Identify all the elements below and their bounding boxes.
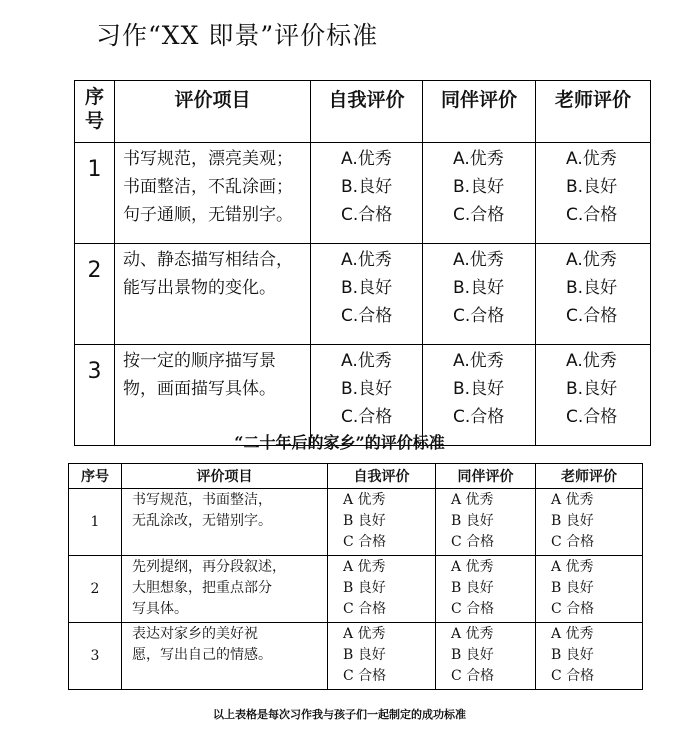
- item-line: 句子通顺，无错别字。: [123, 205, 293, 225]
- header-peer: 同伴评价: [436, 464, 536, 489]
- grade-option: B 良好: [343, 580, 386, 596]
- grade-option: C 合格: [551, 668, 595, 684]
- grade-option: C.合格: [453, 306, 505, 326]
- grade-options-teacher: [536, 489, 643, 556]
- table-header-row: [69, 464, 643, 489]
- grade-option: A 优秀: [551, 626, 594, 642]
- row-number: 2: [75, 244, 115, 345]
- item-line: 写具体。: [132, 601, 188, 617]
- grade-option: C 合格: [343, 668, 387, 684]
- grade-option: A.优秀: [566, 351, 617, 371]
- grade-option: B 良好: [451, 647, 494, 663]
- grade-option: A 优秀: [343, 559, 386, 575]
- grade-options-self: [311, 143, 423, 244]
- item-line: 能写出景物的变化。: [123, 278, 276, 298]
- grade-option: B 良好: [343, 513, 386, 529]
- grade-option: B.良好: [566, 177, 618, 197]
- grade-options-self: [328, 623, 436, 690]
- table-row: [75, 244, 651, 345]
- grade-option: A.优秀: [566, 149, 617, 169]
- grade-option: B 良好: [343, 647, 386, 663]
- grade-option: A 优秀: [551, 492, 594, 508]
- item-line: 大胆想象，把重点部分: [132, 580, 272, 596]
- evaluation-table-hometown: [68, 463, 643, 690]
- grade-option: C.合格: [566, 407, 618, 427]
- grade-option: C 合格: [551, 601, 595, 617]
- table-row: [69, 623, 643, 690]
- grade-options-teacher: [536, 556, 643, 623]
- grade-option: B 良好: [451, 513, 494, 529]
- grade-options-peer: [423, 143, 536, 244]
- grade-option: A.优秀: [341, 351, 392, 371]
- grade-option: C 合格: [451, 534, 495, 550]
- row-number: 2: [69, 556, 122, 623]
- row-number: 1: [69, 489, 122, 556]
- item-line: 物，画面描写具体。: [123, 379, 276, 399]
- grade-option: B 良好: [451, 580, 494, 596]
- grade-option: B.良好: [453, 177, 505, 197]
- grade-option: A 优秀: [451, 492, 494, 508]
- grade-options-teacher: [536, 623, 643, 690]
- grade-option: B.良好: [341, 278, 393, 298]
- grade-option: B.良好: [566, 278, 618, 298]
- header-self: 自我评价: [328, 464, 436, 489]
- item-line: 先列提纲，再分段叙述，: [132, 559, 286, 575]
- grade-option: B.良好: [566, 379, 618, 399]
- header-item: 评价项目: [122, 464, 328, 489]
- row-number: 3: [69, 623, 122, 690]
- grade-options-peer: [436, 489, 536, 556]
- grade-option: A 优秀: [451, 559, 494, 575]
- page-title: 习作“XX 即景”评价标准: [96, 21, 379, 50]
- evaluation-table-scenery: [74, 80, 651, 446]
- grade-option: A 优秀: [451, 626, 494, 642]
- header-peer: 同伴评价: [423, 81, 536, 143]
- header-teacher: 老师评价: [536, 464, 643, 489]
- header-serial: 序 号: [75, 81, 115, 143]
- item-line: 表达对家乡的美好祝: [132, 626, 258, 642]
- grade-option: C.合格: [341, 205, 393, 225]
- grade-options-peer: [436, 556, 536, 623]
- grade-options-peer: [436, 623, 536, 690]
- grade-option: C.合格: [341, 407, 393, 427]
- header-self: 自我评价: [311, 81, 423, 143]
- table-row: [69, 556, 643, 623]
- header-item: 评价项目: [115, 81, 311, 143]
- grade-option: A.优秀: [453, 250, 504, 270]
- grade-option: A.优秀: [566, 250, 617, 270]
- grade-option: A 优秀: [551, 559, 594, 575]
- row-number: 3: [75, 345, 115, 446]
- header-serial: 序号: [69, 464, 122, 489]
- evaluation-item: [122, 556, 328, 623]
- grade-options-peer: [423, 244, 536, 345]
- grade-option: B 良好: [551, 580, 594, 596]
- item-line: 无乱涂改，无错别字。: [132, 513, 272, 529]
- item-line: 书写规范，书面整洁，: [132, 492, 272, 508]
- grade-option: C 合格: [551, 534, 595, 550]
- grade-option: B.良好: [453, 278, 505, 298]
- grade-option: C.合格: [566, 306, 618, 326]
- grade-option: C 合格: [343, 534, 387, 550]
- grade-option: C 合格: [343, 601, 387, 617]
- grade-option: A 优秀: [343, 492, 386, 508]
- grade-option: C 合格: [451, 668, 495, 684]
- grade-option: C.合格: [566, 205, 618, 225]
- evaluation-item: [122, 623, 328, 690]
- grade-options-teacher: [536, 244, 651, 345]
- grade-option: A.优秀: [453, 351, 504, 371]
- grade-option: C.合格: [453, 407, 505, 427]
- grade-option: A 优秀: [343, 626, 386, 642]
- grade-options-self: [311, 244, 423, 345]
- section-title: “二十年后的家乡”的评价标准: [234, 433, 445, 452]
- header-teacher: 老师评价: [536, 81, 651, 143]
- grade-options-self: [328, 556, 436, 623]
- table-row: [75, 143, 651, 244]
- grade-options-teacher: [536, 143, 651, 244]
- evaluation-item: [115, 244, 311, 345]
- grade-options-self: [328, 489, 436, 556]
- item-line: 动、静态描写相结合，: [123, 250, 293, 270]
- table-header-row: [75, 81, 651, 143]
- grade-option: A.优秀: [341, 149, 392, 169]
- grade-option: B 良好: [551, 647, 594, 663]
- row-number: 1: [75, 143, 115, 244]
- grade-option: C.合格: [341, 306, 393, 326]
- grade-option: B.良好: [453, 379, 505, 399]
- table-row: [69, 489, 643, 556]
- evaluation-item: [115, 143, 311, 244]
- footer-note: 以上表格是每次习作我与孩子们一起制定的成功标准: [213, 708, 466, 721]
- grade-option: A.优秀: [453, 149, 504, 169]
- item-line: 书面整洁，不乱涂画；: [123, 177, 293, 197]
- evaluation-item: [122, 489, 328, 556]
- grade-option: C 合格: [451, 601, 495, 617]
- grade-option: B.良好: [341, 177, 393, 197]
- item-line: 书写规范，漂亮美观；: [123, 149, 293, 169]
- grade-option: B.良好: [341, 379, 393, 399]
- item-line: 愿，写出自己的情感。: [132, 647, 272, 663]
- grade-option: A.优秀: [341, 250, 392, 270]
- grade-option: C.合格: [453, 205, 505, 225]
- item-line: 按一定的顺序描写景: [123, 351, 276, 371]
- grade-option: B 良好: [551, 513, 594, 529]
